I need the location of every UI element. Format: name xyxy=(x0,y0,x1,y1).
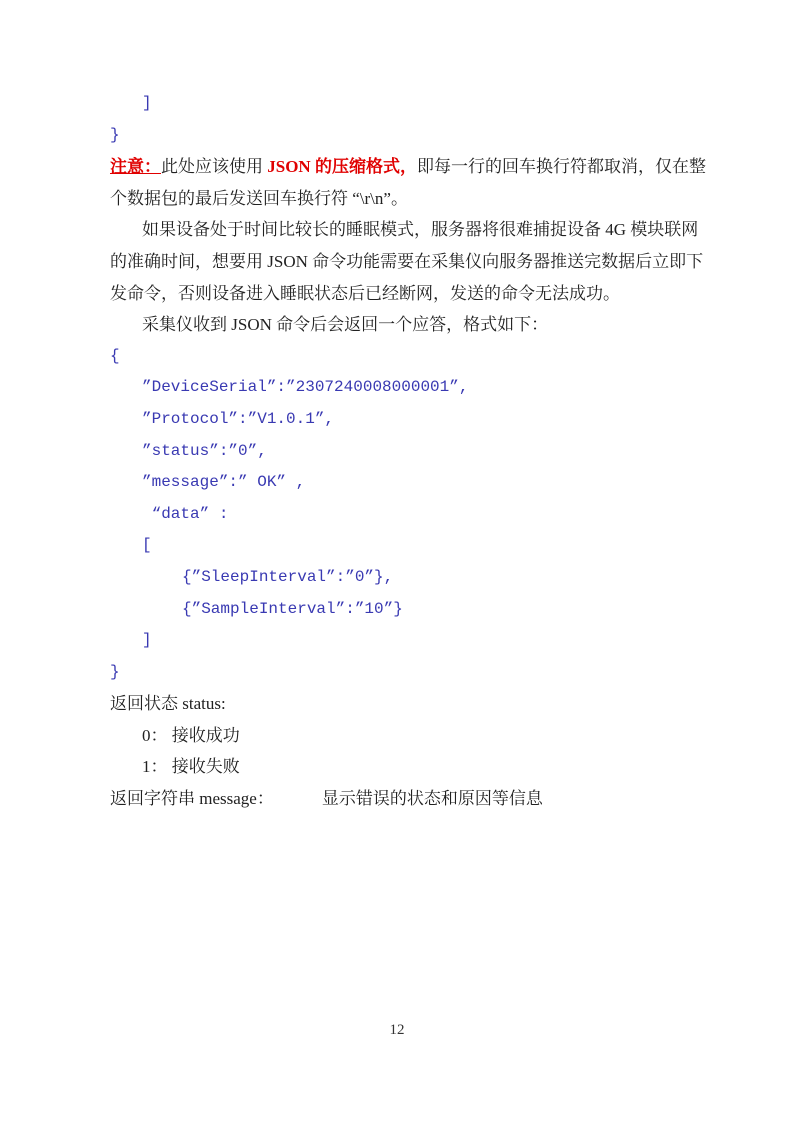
text-line xyxy=(110,309,690,341)
code-line xyxy=(110,372,690,404)
text-line xyxy=(110,783,690,815)
text-line xyxy=(110,278,690,310)
text-segment: 此处应该使用 xyxy=(161,157,268,177)
text-segment: ”Protocol”:”V1.0.1”, xyxy=(142,409,335,428)
code-line xyxy=(110,625,690,657)
text-line xyxy=(110,688,690,720)
text-line xyxy=(110,214,699,246)
code-line xyxy=(110,436,690,468)
code-line xyxy=(110,499,690,531)
text-segment: 返回状态 status: xyxy=(110,694,226,714)
text-segment: ”status”:”0”, xyxy=(142,441,267,460)
text-segment: 如果设备处于时间比较长的睡眠模式，服务器将很难捕捉设备 4G 模块联网 xyxy=(142,220,699,240)
code-line xyxy=(110,88,690,120)
text-segment: 返回字符串 message： xyxy=(110,789,274,809)
text-segment: ”message”:” OK” , xyxy=(142,473,306,492)
code-line xyxy=(110,467,690,499)
alert-text: 注意： xyxy=(110,157,161,177)
text-line xyxy=(110,183,690,215)
text-segment: “data” : xyxy=(142,504,229,523)
alert-text: JSON 的压缩格式， xyxy=(267,157,417,177)
text-segment: ] xyxy=(142,94,152,112)
text-segment: 发命令，否则设备进入睡眠状态后已经断网，发送的命令无法成功。 xyxy=(110,283,620,303)
text-segment: } xyxy=(110,125,120,144)
text-line xyxy=(110,151,706,183)
text-line xyxy=(110,720,690,752)
text-segment: [ xyxy=(142,536,152,555)
document-content xyxy=(110,88,706,815)
text-segment: 个数据包的最后发送回车换行符 “\r\n”。 xyxy=(110,188,408,208)
text-segment: ] xyxy=(142,631,152,650)
page-number: 12 xyxy=(389,1022,405,1038)
text-segment: 1： 接收失败 xyxy=(142,757,240,777)
text-line xyxy=(110,751,690,783)
text-segment: {”SleepInterval”:”0”}, xyxy=(182,567,394,586)
text-segment: 即每一行的回车换行符都取消，仅在整 xyxy=(416,157,706,177)
text-segment: } xyxy=(110,662,120,681)
code-line xyxy=(110,120,690,152)
code-line xyxy=(110,341,690,373)
text-segment: ”DeviceSerial”:”2307240008000001”, xyxy=(142,378,469,397)
text-segment: 0： 接收成功 xyxy=(142,725,240,745)
text-segment: {”SampleInterval”:”10”} xyxy=(182,599,403,618)
code-line xyxy=(110,404,690,436)
code-line xyxy=(110,530,690,562)
code-line xyxy=(110,562,690,594)
text-segment: 的准确时间，想要用 JSON 命令功能需要在采集仪向服务器推送完数据后立即下 xyxy=(110,251,704,271)
text-segment: 显示错误的状态和原因等信息 xyxy=(321,789,543,809)
code-line xyxy=(110,657,690,689)
text-segment: { xyxy=(110,346,120,365)
code-line xyxy=(110,594,690,626)
text-segment: 采集仪收到 JSON 命令后会返回一个应答，格式如下： xyxy=(142,315,549,335)
text-line xyxy=(110,246,704,278)
